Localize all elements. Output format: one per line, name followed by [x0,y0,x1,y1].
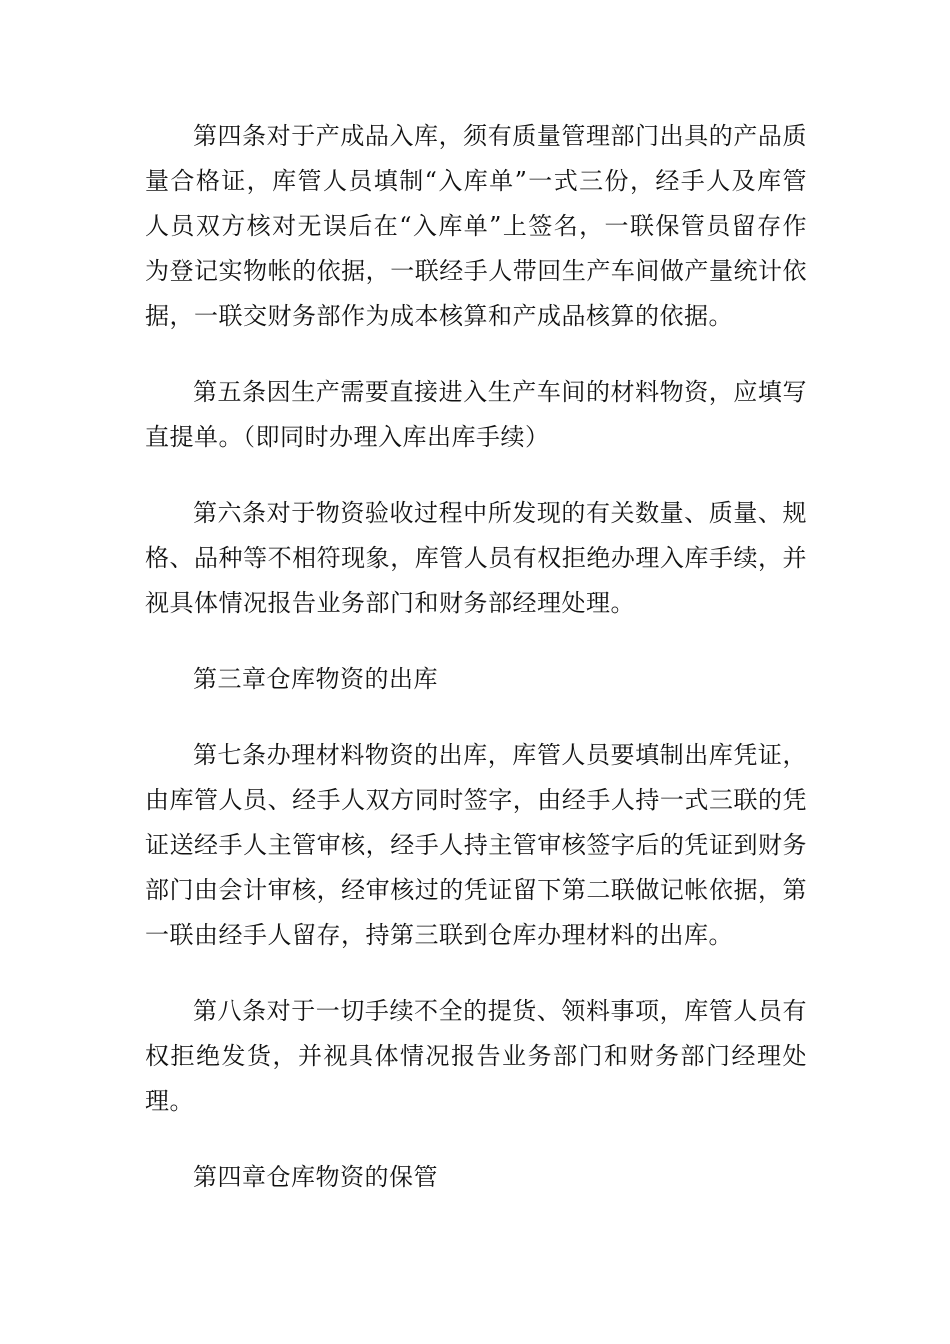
article-6-paragraph: 第六条对于物资验收过程中所发现的有关数量、质量、规格、品种等不相符现象，库管人员有权拒绝办理入库手续，并视具体情况报告业务部门和财务部经理处理。 [145,499,807,617]
article-5-paragraph: 第五条因生产需要直接进入生产车间的材料物资，应填写直提单。（即同时办理入库出库手续） [145,378,807,451]
chapter-4-heading: 第四章仓库物资的保管 [193,1163,438,1191]
chapter-3-heading: 第三章仓库物资的出库 [193,665,438,693]
document-body [145,114,807,1231]
article-4-paragraph: 第四条对于产成品入库，须有质量管理部门出具的产品质量合格证，库管人员填制“入库单”一式三份，经手人及库管人员双方核对无误后在“入库单”上签名，一联保管员留存作为登记实物帐的依据，一联经手人带回生产车间做产量统计依据，一联交财务部作为成本核算和产成品核算的依据。 [145,122,807,330]
article-7-paragraph: 第七条办理材料物资的出库，库管人员要填制出库凭证，由库管人员、经手人双方同时签字，由经手人持一式三联的凭证送经手人主管审核，经手人持主管审核签字后的凭证到财务部门由会计审核，经审核过的凭证留下第二联做记帐依据，第一联由经手人留存，持第三联到仓库办理材料的出库。 [145,741,807,949]
article-8-paragraph: 第八条对于一切手续不全的提货、领料事项，库管人员有权拒绝发货，并视具体情况报告业务部门和财务部门经理处理。 [145,997,807,1115]
